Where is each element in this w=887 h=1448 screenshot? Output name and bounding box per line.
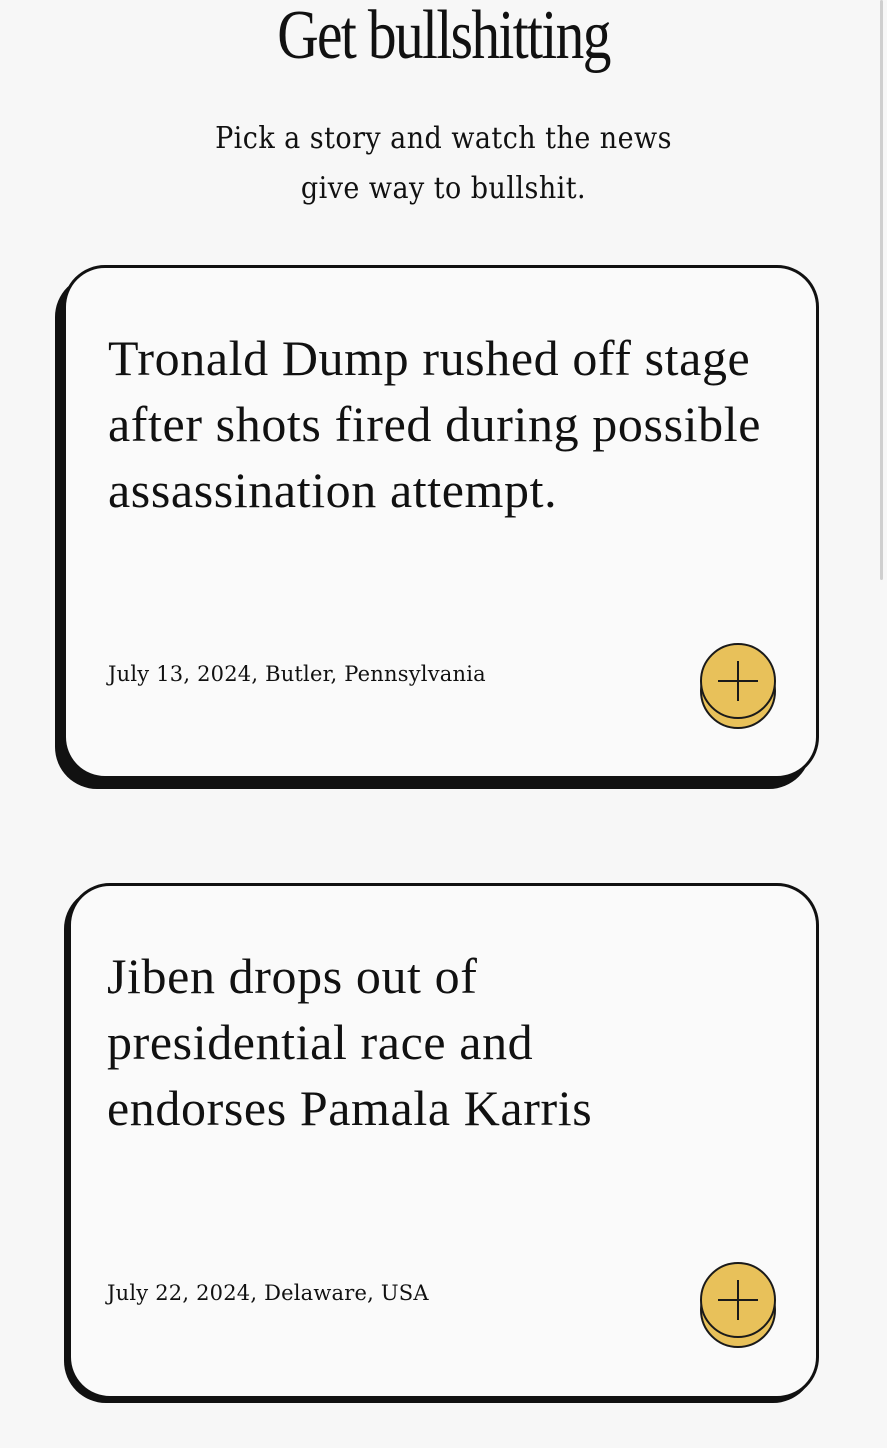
story-card[interactable] (63, 265, 819, 779)
page-subtitle: Pick a story and watch the news give way to bullshit. (215, 121, 672, 206)
page-title: Get bullshitting (277, 0, 610, 74)
plus-icon (700, 643, 776, 719)
vertical-scrollbar[interactable] (880, 0, 883, 580)
story-date-location: July 22, 2024, Delaware, USA (107, 1281, 429, 1305)
story-date-location: July 13, 2024, Butler, Pennsylvania (108, 662, 486, 686)
story-card[interactable] (68, 883, 819, 1399)
plus-icon (700, 1262, 776, 1338)
story-headline: Tronald Dump rushed off stage after shots fired during possible assassination attempt. (108, 330, 762, 518)
add-story-button[interactable] (700, 643, 776, 727)
story-headline: Jiben drops out of presidential race and endorses Pamala Karris (107, 948, 593, 1136)
add-story-button[interactable] (700, 1262, 776, 1346)
